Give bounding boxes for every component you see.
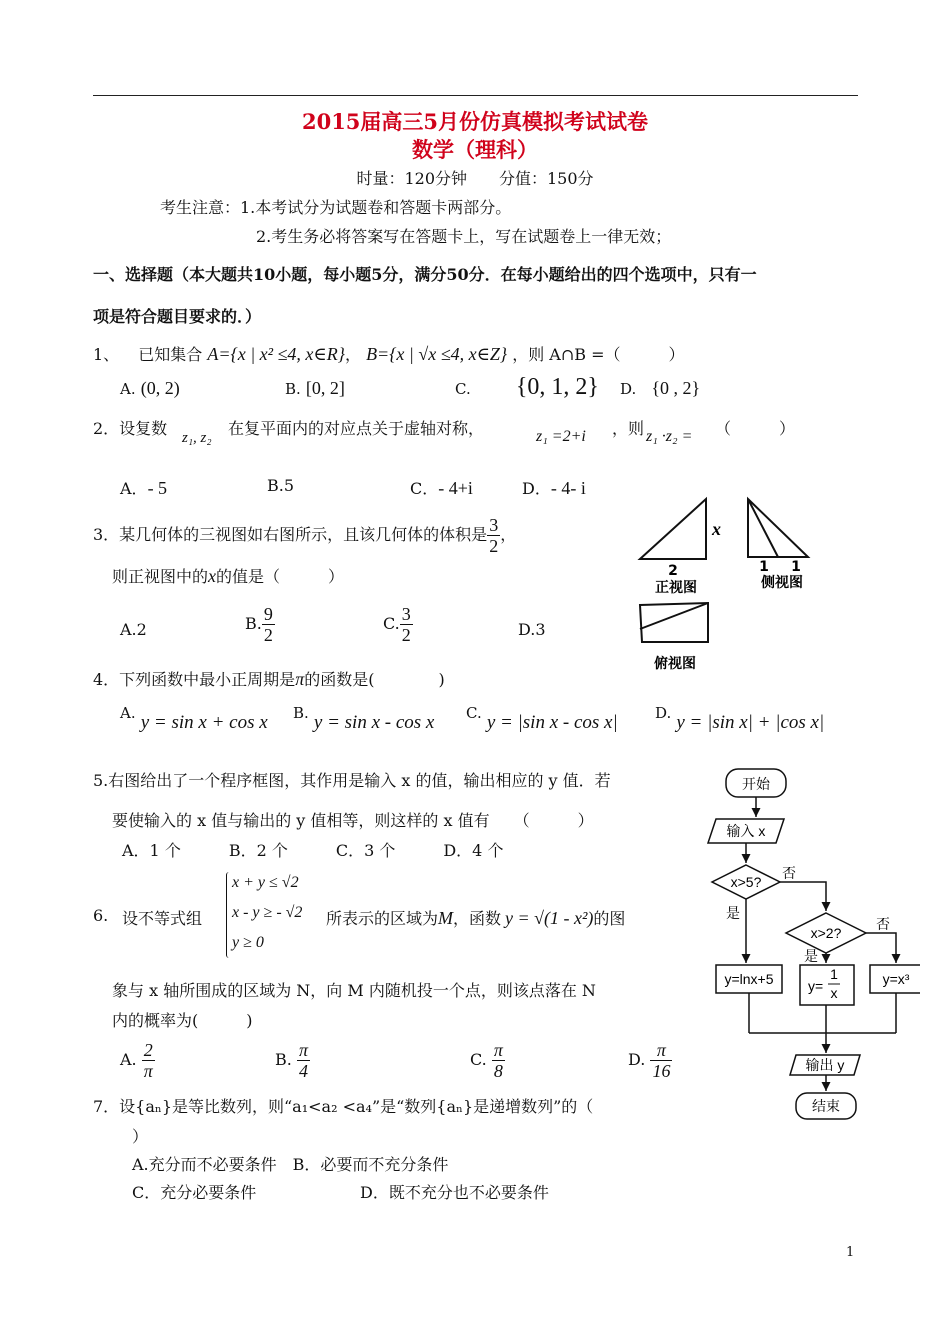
q3-stem-c-text: 的值是（ ）	[216, 567, 345, 586]
q6-opt-a-denominator: π	[143, 1061, 153, 1081]
q2-option-b: B.5	[267, 476, 295, 495]
side-view-median	[748, 499, 778, 557]
flow-no-1-label: 否	[782, 865, 796, 881]
three-view-figure	[630, 495, 820, 680]
q6-opt-b-denominator: 4	[298, 1061, 308, 1081]
flow-box-cube-label: y=x³	[882, 971, 910, 987]
top-view-diagonal	[640, 603, 708, 629]
q1-stem-a: 已知集合	[138, 345, 203, 364]
q6-function: y = √(1 - x²)	[505, 908, 594, 928]
q1-option-d	[620, 378, 700, 399]
q6-stem-a: 设不等式组	[122, 909, 203, 928]
q4-opt-b-value: y = sin x - cos x	[313, 712, 435, 733]
flow-yes-1-label: 是	[726, 905, 740, 921]
flow-output-label: 输出 y	[805, 1057, 845, 1073]
q3-opt-b-fraction	[262, 604, 275, 645]
q3-opt-c-fraction	[400, 604, 413, 645]
q3-stem-b	[112, 564, 344, 587]
q1-opt-d-label: D.	[620, 380, 637, 398]
q4-stem	[93, 667, 445, 690]
q6-stem-b-text: 所表示的区域为	[326, 909, 439, 928]
q2-paren: （ ）	[715, 419, 796, 438]
side-view-base-label-2: 1	[791, 559, 801, 575]
q4-opt-d-label: D.	[655, 704, 672, 722]
flow-box-reciprocal-den: x	[830, 985, 838, 1001]
q6-stem-c-text: ，函数	[453, 909, 502, 928]
q6-option-b	[275, 1040, 310, 1081]
q4-opt-b-label: B.	[293, 704, 309, 722]
q2-opt-a-value: - 5	[147, 478, 168, 498]
q1-option-a	[120, 378, 180, 399]
flow-condition-1-label: x>5?	[730, 874, 762, 890]
q6-M: M	[438, 908, 454, 928]
q3-x: x	[208, 566, 217, 586]
q6-opt-a-label: A.	[120, 1050, 137, 1069]
q6-system-brace	[226, 872, 229, 958]
flow-no-2-label: 否	[876, 916, 890, 932]
front-view-caption: 正视图	[655, 580, 697, 596]
q1-option-c	[455, 374, 599, 401]
q6-opt-c-denominator: 8	[493, 1061, 503, 1081]
q6-option-d	[628, 1040, 672, 1081]
q6-opt-b-numerator: π	[298, 1040, 308, 1060]
q2-stem-a: 2．设复数	[93, 419, 168, 438]
q1-opt-a-label: A.	[120, 380, 136, 398]
q4-opt-c-value: y = |sin x - cos x|	[486, 712, 618, 733]
q1-set-a: A={x | x² ≤4, x∈R}	[207, 344, 345, 364]
program-flowchart	[700, 765, 920, 1125]
q3-vol-numerator: 3	[489, 515, 499, 535]
section-heading-line2: 项是符合题目要求的．）	[93, 307, 262, 326]
front-view-x-label: x	[712, 519, 721, 539]
q4-option-d	[655, 704, 825, 733]
q3-opt-c-denominator: 2	[401, 625, 411, 645]
q6-opt-d-label: D.	[628, 1050, 646, 1069]
exam-title: 2015届高三5月份仿真模拟考试试卷	[301, 109, 649, 134]
q7-line1: 7．设{aₙ}是等比数列，则“a₁<a₂ <a₄”是“数列{aₙ}是递增数列”的（	[93, 1097, 594, 1116]
q3-opt-c-label: C.	[383, 614, 400, 633]
header-rule	[93, 95, 858, 96]
section-heading-line1: 一、选择题（本大题共10小题，每小题5分，满分50分．在每小题给出的四个选项中，只有一	[93, 265, 757, 284]
q1-opt-c-value: {0, 1, 2}	[515, 374, 599, 400]
q1-number: 1、	[93, 345, 120, 364]
q3-stem-a	[93, 515, 516, 556]
q4-opt-d-value: y = |sin x| + |cos x|	[676, 712, 825, 733]
q6-number: 6.	[93, 906, 109, 925]
q4-opt-a-label: A.	[120, 704, 136, 722]
q3-vol-denominator: 2	[489, 536, 499, 556]
flow-box-reciprocal-num: 1	[830, 966, 838, 982]
flow-box-reciprocal-lhs: y=	[808, 978, 824, 994]
q6-opt-d-numerator: π	[650, 1040, 672, 1061]
side-view-caption: 侧视图	[761, 575, 803, 591]
q2-stem-c: ，则	[612, 419, 645, 438]
q5-line1: 5.右图给出了一个程序框图，其作用是输入 x 的值，输出相应的 y 值．若	[93, 771, 611, 790]
q6-opt-b-fraction	[297, 1040, 310, 1081]
q1-opt-b-value: [0, 2]	[305, 378, 345, 398]
flow-end-label: 结束	[812, 1098, 840, 1114]
q6-opt-c-label: C.	[470, 1050, 487, 1069]
q6-system-3: y ≥ 0	[232, 934, 264, 951]
q4-pi: π	[295, 669, 305, 689]
page-number: 1	[846, 1245, 855, 1260]
q2-option-c	[410, 476, 473, 499]
q3-opt-b-label: B.	[245, 614, 262, 633]
q1-option-b	[285, 378, 345, 399]
q6-opt-a-numerator: 2	[142, 1040, 155, 1061]
side-view-base-label-1: 1	[759, 559, 769, 575]
q2-option-a	[120, 476, 167, 499]
q4-option-b	[293, 704, 435, 733]
q3-option-b	[245, 604, 275, 645]
q6-opt-d-fraction	[650, 1040, 672, 1081]
q2-z1: z₁ =2+i	[536, 428, 586, 445]
notice-1: 考生注意：1.本考试分为试题卷和答题卡两部分。	[160, 198, 512, 217]
top-view-caption: 俯视图	[654, 656, 696, 672]
q3-opt-c-numerator: 3	[401, 604, 411, 624]
q2-z12: z₁, z₂	[182, 430, 212, 446]
q1-opt-b-label: B.	[285, 380, 301, 398]
exam-subtitle: 数学（理科）	[412, 137, 538, 162]
q2-opt-a-label: A．	[120, 479, 148, 498]
q2-opt-c-value: - 4+i	[438, 478, 473, 498]
q6-opt-c-fraction	[492, 1040, 505, 1081]
q3-opt-b-denominator: 2	[263, 625, 273, 645]
side-view-triangle	[748, 499, 808, 557]
flow-yes-2-label: 是	[804, 948, 818, 964]
q3-opt-b-numerator: 9	[263, 604, 273, 624]
q7-option-d: D．既不充分也不必要条件	[360, 1183, 549, 1202]
q4-stem-a: 4．下列函数中最小正周期是	[93, 670, 296, 689]
q1-comma: ，	[344, 345, 361, 364]
q3-stem-b-text: 则正视图中的	[112, 567, 209, 586]
q4-option-a	[120, 704, 268, 733]
q6-opt-c-numerator: π	[493, 1040, 503, 1060]
q2-opt-d-label: D．	[522, 479, 551, 498]
q4-option-c	[466, 704, 618, 733]
q2-option-d	[522, 476, 586, 499]
q6-option-c	[470, 1040, 505, 1081]
q3-option-c	[383, 604, 413, 645]
q2-product: z₁ ·z₂ =	[646, 428, 693, 445]
q1-opt-d-value: {0 , 2}	[651, 378, 701, 398]
q6-system-1: x + y ≤ √2	[232, 874, 299, 891]
q5-options: A．1 个 B．2 个 C．3 个 D．4 个	[122, 841, 504, 860]
q6-opt-d-denominator: 16	[652, 1061, 671, 1081]
q4-opt-a-value: y = sin x + cos x	[140, 712, 268, 733]
q1-set-b: B={x | √x ≤4, x∈Z}	[366, 344, 508, 364]
q3-volume-fraction	[487, 515, 500, 556]
time-info: 时量：120分钟 分值：150分	[356, 169, 594, 188]
q6-option-a	[120, 1040, 155, 1081]
flow-start-label: 开始	[742, 776, 770, 792]
q4-stem-b: 的函数是( )	[304, 670, 445, 689]
q6-line2: 象与 x 轴所围成的区域为 N，向 M 内随机投一个点，则该点落在 N	[112, 981, 596, 1000]
q6-opt-a-fraction	[142, 1040, 155, 1081]
q7-option-c: C．充分必要条件	[132, 1183, 257, 1202]
q2-opt-d-value: - 4- i	[550, 478, 586, 498]
q6-stem-b	[326, 906, 625, 929]
q3-option-a: A.2	[120, 620, 147, 639]
q6-line3: 内的概率为( )	[112, 1011, 253, 1030]
q6-opt-b-label: B.	[275, 1050, 292, 1069]
notice-2: 2.考生务必将答案写在答题卡上，写在试题卷上一律无效；	[256, 227, 672, 246]
q3-comma: ，	[500, 525, 517, 544]
q5-line2: 要使输入的 x 值与输出的 y 值相等，则这样的 x 值有 （ ）	[112, 811, 594, 830]
top-view-quad	[640, 603, 708, 642]
q7-line2: ）	[132, 1127, 149, 1146]
q1-opt-a-value: (0, 2)	[140, 378, 180, 398]
q3-stem-a-text: 3．某几何体的三视图如右图所示，且该几何体的体积是	[93, 525, 488, 544]
flow-box-ln-label: y=lnx+5	[724, 971, 774, 987]
q2-stem-b: 在复平面内的对应点关于虚轴对称，	[228, 419, 485, 438]
front-view-triangle	[640, 499, 706, 559]
flow-input-label: 输入 x	[726, 823, 766, 839]
q1-opt-c-label: C.	[455, 380, 471, 398]
front-view-base-label: 2	[668, 563, 678, 579]
question-1-stem	[93, 342, 685, 365]
q6-system-2: x - y ≥ - √2	[232, 904, 303, 921]
q6-stem-d-text: 的图	[593, 909, 626, 928]
flow-condition-2-label: x>2?	[810, 925, 842, 941]
q1-stem-b: ，则 A∩B =（ ）	[512, 345, 685, 364]
q2-opt-c-label: C．	[410, 479, 439, 498]
q3-option-d: D.3	[518, 620, 546, 639]
q7-options-ab: A.充分而不必要条件 B．必要而不充分条件	[132, 1155, 449, 1174]
q4-opt-c-label: C.	[466, 704, 482, 722]
